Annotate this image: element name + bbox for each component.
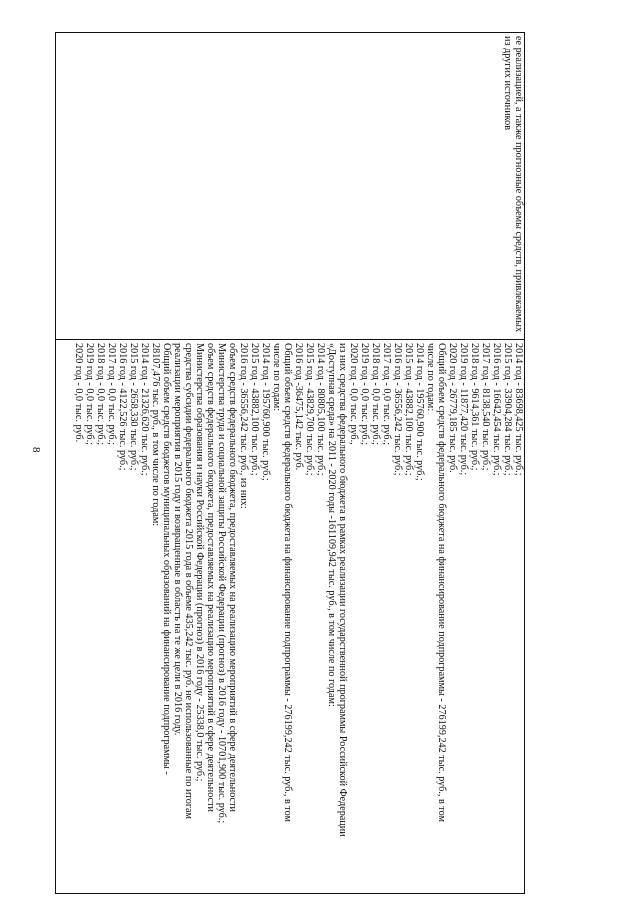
funding-line: 2020 год - 26779,185 тыс. руб.: [447, 343, 458, 473]
funding-line: 2018 год - 0,0 тыс. руб.;: [95, 343, 106, 445]
section-label: ее реализацией, а также прогнозные объемы средств, привлекаемых из других источников: [502, 36, 524, 333]
funding-line: 2016 год - 36556,242 тыс. руб.;: [392, 343, 403, 476]
funding-line: 2014 год - 80805,100 тыс. руб.;: [315, 343, 326, 476]
funding-line: объем средств федерального бюджета, предоставляемых на реализацию мероприятий в сфере деятельности: [205, 343, 216, 812]
funding-line: 2016 год - 4122,526 тыс. руб.;: [117, 343, 128, 471]
funding-lines: [73, 343, 524, 890]
funding-line: 2019 год - 0,0 тыс. руб.;: [84, 343, 95, 445]
funding-line: реализации мероприятия в 2015 году и возвращенные в областъ на те же цели в 2016 году.: [172, 343, 183, 736]
funding-line: Общий объем средств бюджетов муниципальных образований на финансирование подпрограммы -: [161, 343, 172, 775]
funding-line: 2015 год - 43829,700 тыс. руб.;: [304, 343, 315, 476]
funding-table: [55, 32, 525, 894]
funding-line: 2016 год -36475,142 тыс. руб.: [293, 343, 304, 471]
funding-line: из них средства федерального бюджета в рамках реализации государственной программы Российской Федерации: [337, 343, 348, 837]
funding-line: числе по годам:: [271, 343, 282, 412]
funding-line: числе по годам:: [425, 343, 436, 412]
funding-line: 2017 год - 0,0 тыс. руб.;: [381, 343, 392, 445]
funding-line: 2020 год - 0,0 тыс. руб.,: [348, 343, 359, 445]
funding-line: 2014 год - 21326,620 тыс. руб.;: [139, 343, 150, 476]
funding-line: 2016 год - 36556,242 тыс. руб., из них:: [238, 343, 249, 509]
funding-line: 28107,476 тыс. руб., в том числе по годам:: [150, 343, 161, 527]
rotated-page-content: [55, 32, 525, 894]
funding-line: 2014 год - 83698,425 тыс. руб.;: [513, 343, 524, 476]
funding-line: 2020 год - 0,0 тыс. руб.: [73, 343, 84, 443]
funding-line: 2017 год - 0,0 тыс. руб.;: [106, 343, 117, 445]
funding-line: 2018 год - 0,0 тыс. руб.;: [370, 343, 381, 445]
funding-line: «Доступная среда» на 2011 - 2020 годы -161109,942 тыс. руб., в том числе по годам:: [326, 343, 337, 707]
funding-details-cell: [56, 340, 525, 894]
funding-line: 2015 год - 43882,100 тыс. руб.;: [403, 343, 414, 476]
funding-line: Министерства образования и науки Российской Федерации (прогноз) в 2016 году - 25338,0 тыс. руб.;: [194, 343, 205, 782]
funding-line: Министерства труда и социальной защиты Российской Федерации (прогноз) в 2016 году - 10701,900 тыс. руб.;: [216, 343, 227, 824]
funding-line: объем средств федерального бюджета, предоставляемых на реализацию мероприятий в сфере деятельности: [227, 343, 238, 812]
funding-line: 2014 год - 195760,900 тыс. руб.;: [260, 343, 271, 481]
funding-line: 2019 год - 11877,420 тыс. руб.;: [458, 343, 469, 476]
funding-line: 2016 год - 16642,454 тыс. руб.;: [491, 343, 502, 476]
funding-line: Общий объем средств федерального бюджета на финансирование подпрограммы - 276199,242 тыс. руб., в том: [436, 343, 447, 822]
funding-line: Общий объем средств федерального бюджета на финансирование подпрограммы - 276199,242 тыс. руб., в том: [282, 343, 293, 822]
funding-line: 2015 год - 43882,100 тыс. руб.;: [249, 343, 260, 476]
funding-line: 2015 год - 33904,284 тыс. руб.;: [502, 343, 513, 476]
section-label-cell: [56, 33, 525, 340]
funding-line: 2014 год - 195760,900 тыс. руб.;: [414, 343, 425, 481]
table-row: [56, 33, 525, 894]
funding-line: 2019 год - 0,0 тыс. руб.;: [359, 343, 370, 445]
funding-line: 2015 год - 2658,330 тыс. руб.;: [128, 343, 139, 471]
funding-line: средства субсидии федерального бюджета 2015 года в объеме 435,242 тыс. руб. не использованные по итогам: [183, 343, 194, 819]
funding-line: 2018 год - 9614,361 тыс. руб.;: [469, 343, 480, 471]
page-number: 8: [30, 447, 42, 453]
funding-line: 2017 год - 8138,540 тыс. руб.;: [480, 343, 491, 471]
